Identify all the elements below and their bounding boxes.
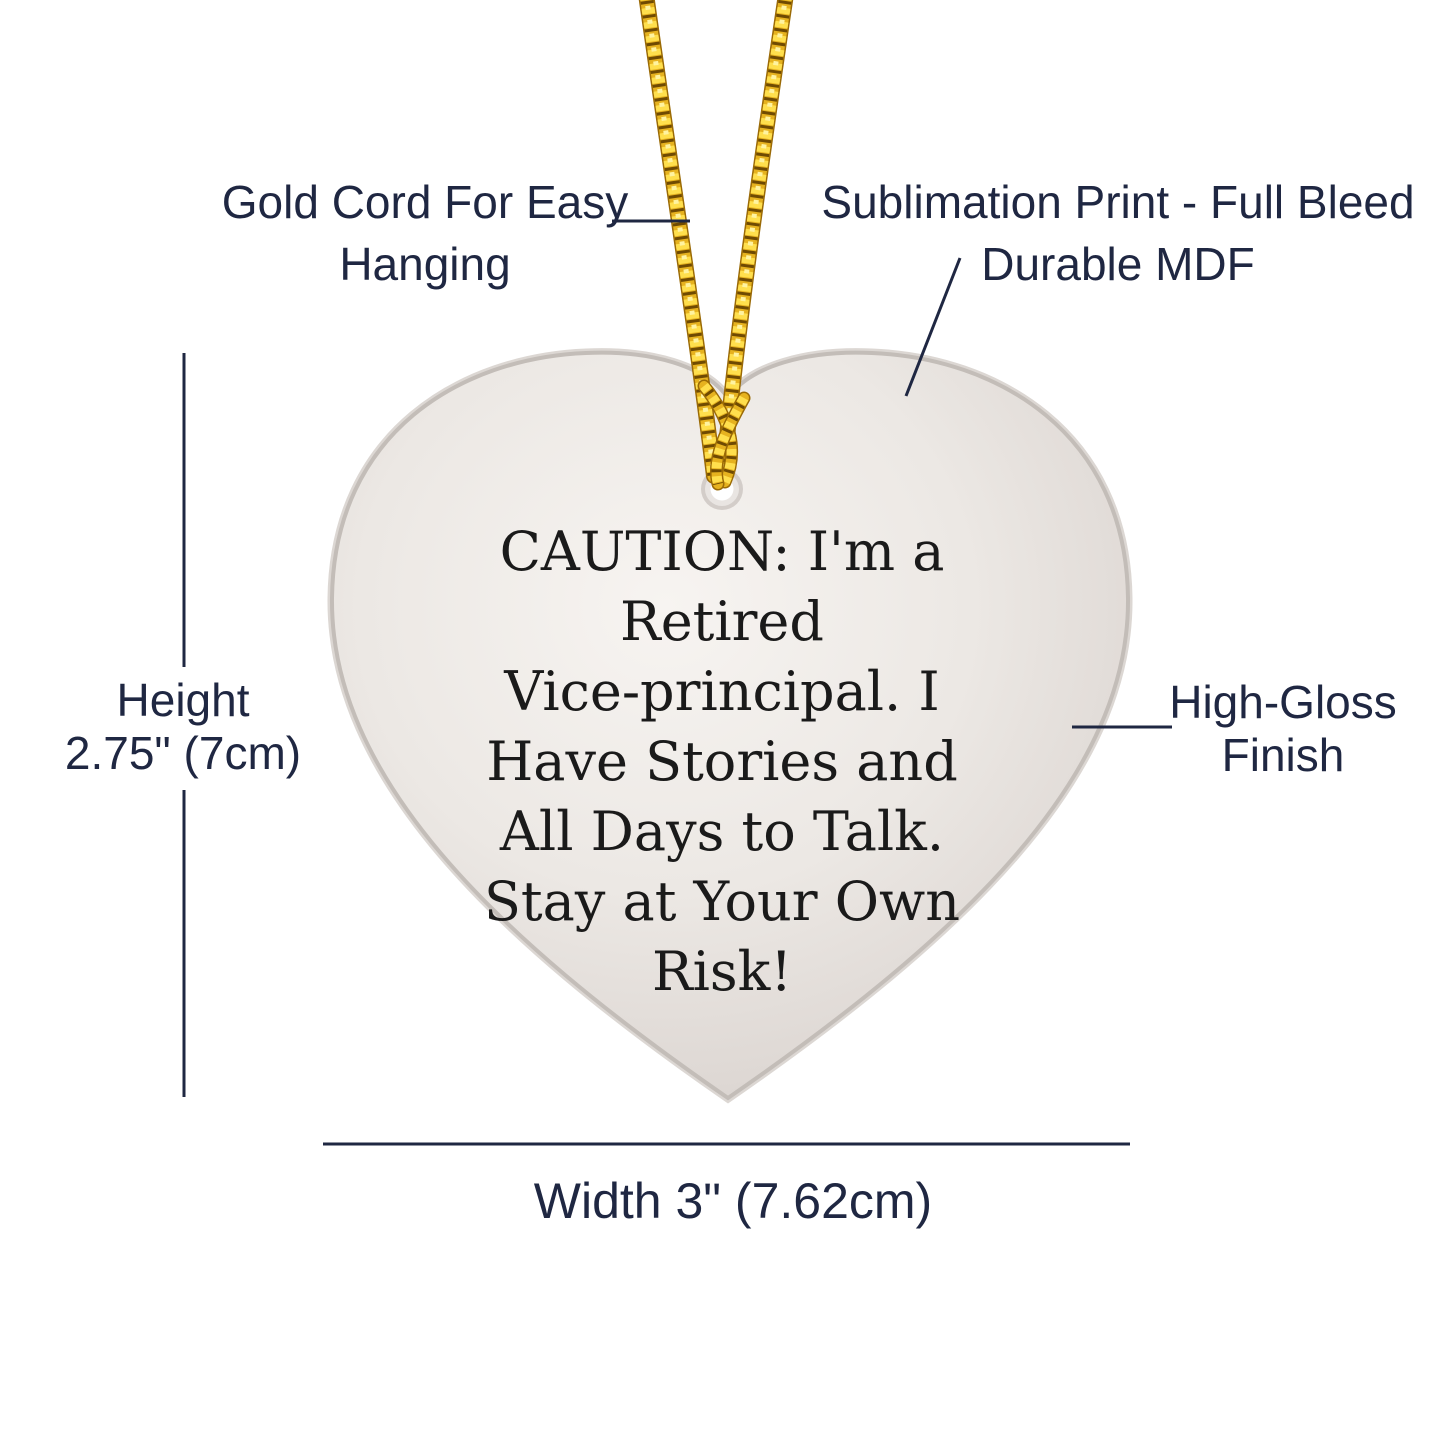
quote-line: Risk!: [651, 940, 793, 1003]
width-label-value: Width 3" (7.62cm): [533, 1173, 933, 1229]
high-gloss-label-line1: High-Gloss: [1169, 676, 1397, 728]
heart-printed-quote: [362, 517, 1082, 1007]
gold-cord-label: [125, 171, 725, 295]
quote-line: CAUTION: I'm a: [499, 520, 945, 583]
quote-line: Retired: [620, 590, 824, 653]
height-dimension-label: [0, 674, 366, 780]
height-label-value: 2.75" (7cm): [64, 727, 302, 779]
width-dimension-label: [433, 1173, 1033, 1229]
sublimation-print-label-line1: Sublimation Print - Full Bleed: [821, 176, 1415, 228]
high-gloss-label: [1083, 676, 1445, 782]
sublimation-print-label-line2: Durable MDF: [981, 238, 1255, 290]
high-gloss-label-line2: Finish: [1221, 729, 1345, 781]
quote-line: Stay at Your Own: [483, 870, 961, 933]
sublimation-print-label: [818, 171, 1418, 295]
gold-cord-label-line1: Gold Cord For Easy: [221, 176, 629, 228]
quote-line: All Days to Talk.: [499, 800, 945, 863]
height-label-title: Height: [116, 674, 250, 726]
quote-line: Have Stories and: [486, 730, 958, 793]
gold-cord-label-line2: Hanging: [339, 238, 511, 290]
quote-line: Vice-principal. I: [504, 660, 940, 723]
